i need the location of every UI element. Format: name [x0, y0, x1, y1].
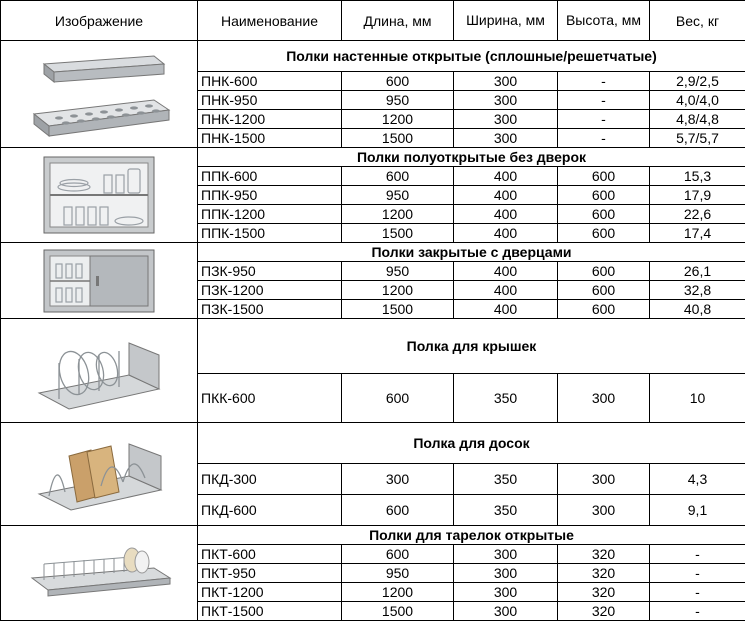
- wall-shelf-icon: [24, 44, 174, 144]
- group-image: [1, 41, 198, 148]
- cell-height: 320: [558, 602, 650, 621]
- cell-height: 600: [558, 205, 650, 224]
- cell-width: 300: [454, 564, 558, 583]
- cell-weight: 4,3: [650, 464, 745, 495]
- cell-height: 300: [558, 495, 650, 526]
- cell-length: 950: [342, 262, 454, 281]
- cell-weight: 9,1: [650, 495, 745, 526]
- lid-rack-icon: [29, 323, 169, 419]
- board-rack-icon: [29, 426, 169, 522]
- group-image: [1, 526, 198, 621]
- cell-name: ПНК-950: [198, 91, 342, 110]
- group-image: [1, 243, 198, 319]
- closed-cabinet-icon: [34, 246, 164, 316]
- cell-name: ПНК-1500: [198, 129, 342, 148]
- cell-length: 950: [342, 91, 454, 110]
- cell-weight: 2,9/2,5: [650, 72, 745, 91]
- group-title-row: [1, 526, 745, 545]
- group-title-row: [1, 319, 745, 374]
- cell-height: -: [558, 91, 650, 110]
- cell-length: 600: [342, 167, 454, 186]
- cell-name: ПКД-600: [198, 495, 342, 526]
- cell-name: ПКТ-600: [198, 545, 342, 564]
- cell-weight: 5,7/5,7: [650, 129, 745, 148]
- cell-weight: -: [650, 602, 745, 621]
- cell-height: 300: [558, 374, 650, 423]
- cell-weight: 22,6: [650, 205, 745, 224]
- cell-height: 320: [558, 583, 650, 602]
- cell-name: ППК-950: [198, 186, 342, 205]
- group-title-row: [1, 243, 745, 262]
- cell-height: 320: [558, 564, 650, 583]
- group-title-row: [1, 41, 745, 72]
- cell-height: 600: [558, 224, 650, 243]
- group-title-row: [1, 148, 745, 167]
- cell-length: 600: [342, 374, 454, 423]
- cell-weight: -: [650, 564, 745, 583]
- cell-weight: -: [650, 545, 745, 564]
- cell-name: ПЗК-950: [198, 262, 342, 281]
- cell-name: ППК-600: [198, 167, 342, 186]
- group-title: Полки закрытые с дверцами: [198, 243, 745, 262]
- cell-width: 400: [454, 167, 558, 186]
- cell-weight: 32,8: [650, 281, 745, 300]
- cell-length: 1200: [342, 281, 454, 300]
- cell-name: ПКК-600: [198, 374, 342, 423]
- group-image: [1, 148, 198, 243]
- header-image: Изображение: [1, 1, 198, 41]
- plate-rack-icon: [24, 538, 174, 608]
- group-title: Полки полуоткрытые без дверок: [198, 148, 745, 167]
- cell-width: 400: [454, 300, 558, 319]
- cell-width: 300: [454, 91, 558, 110]
- cell-width: 350: [454, 464, 558, 495]
- cell-width: 300: [454, 72, 558, 91]
- semi-open-cabinet-icon: [34, 151, 164, 239]
- cell-name: ПНК-600: [198, 72, 342, 91]
- cell-length: 1200: [342, 110, 454, 129]
- group-title: Полка для крышек: [198, 319, 745, 374]
- cell-weight: 40,8: [650, 300, 745, 319]
- cell-width: 300: [454, 602, 558, 621]
- cell-weight: 4,0/4,0: [650, 91, 745, 110]
- group-title: Полки настенные открытые (сплошные/решетчатые): [198, 41, 745, 72]
- cell-length: 600: [342, 72, 454, 91]
- cell-weight: 26,1: [650, 262, 745, 281]
- cell-name: ПЗК-1500: [198, 300, 342, 319]
- cell-width: 350: [454, 495, 558, 526]
- cell-height: 320: [558, 545, 650, 564]
- cell-height: -: [558, 72, 650, 91]
- cell-height: -: [558, 110, 650, 129]
- cell-length: 1500: [342, 224, 454, 243]
- header-name: Наименование: [198, 1, 342, 41]
- cell-name: ППК-1200: [198, 205, 342, 224]
- header-width: Ширина, мм: [454, 1, 558, 41]
- cell-length: 1200: [342, 583, 454, 602]
- cell-length: 600: [342, 495, 454, 526]
- cell-width: 400: [454, 186, 558, 205]
- cell-height: -: [558, 129, 650, 148]
- cell-length: 950: [342, 186, 454, 205]
- cell-length: 1500: [342, 602, 454, 621]
- cell-width: 400: [454, 281, 558, 300]
- group-title: Полки для тарелок открытые: [198, 526, 745, 545]
- cell-weight: 15,3: [650, 167, 745, 186]
- cell-weight: 17,4: [650, 224, 745, 243]
- cell-name: ПКТ-1500: [198, 602, 342, 621]
- cell-length: 1500: [342, 300, 454, 319]
- cell-weight: -: [650, 583, 745, 602]
- cell-name: ППК-1500: [198, 224, 342, 243]
- cell-width: 400: [454, 224, 558, 243]
- cell-weight: 17,9: [650, 186, 745, 205]
- cell-width: 350: [454, 374, 558, 423]
- cell-height: 600: [558, 186, 650, 205]
- cell-height: 600: [558, 281, 650, 300]
- cell-name: ПКТ-950: [198, 564, 342, 583]
- header-length: Длина, мм: [342, 1, 454, 41]
- cell-width: 300: [454, 545, 558, 564]
- cell-height: 600: [558, 262, 650, 281]
- cell-name: ПНК-1200: [198, 110, 342, 129]
- cell-width: 400: [454, 205, 558, 224]
- header-height: Высота, мм: [558, 1, 650, 41]
- cell-height: 600: [558, 167, 650, 186]
- cell-length: 1500: [342, 129, 454, 148]
- cell-width: 300: [454, 129, 558, 148]
- cell-height: 600: [558, 300, 650, 319]
- cell-width: 300: [454, 583, 558, 602]
- group-title: Полка для досок: [198, 423, 745, 464]
- cell-weight: 10: [650, 374, 745, 423]
- cell-name: ПЗК-1200: [198, 281, 342, 300]
- header-row: [1, 1, 745, 41]
- group-title-row: [1, 423, 745, 464]
- cell-length: 950: [342, 564, 454, 583]
- cell-width: 300: [454, 110, 558, 129]
- header-weight: Вес, кг: [650, 1, 745, 41]
- cell-name: ПКД-300: [198, 464, 342, 495]
- cell-weight: 4,8/4,8: [650, 110, 745, 129]
- cell-width: 400: [454, 262, 558, 281]
- cell-name: ПКТ-1200: [198, 583, 342, 602]
- cell-length: 600: [342, 545, 454, 564]
- group-image: [1, 319, 198, 423]
- group-image: [1, 423, 198, 526]
- cell-length: 300: [342, 464, 454, 495]
- cell-length: 1200: [342, 205, 454, 224]
- cell-height: 300: [558, 464, 650, 495]
